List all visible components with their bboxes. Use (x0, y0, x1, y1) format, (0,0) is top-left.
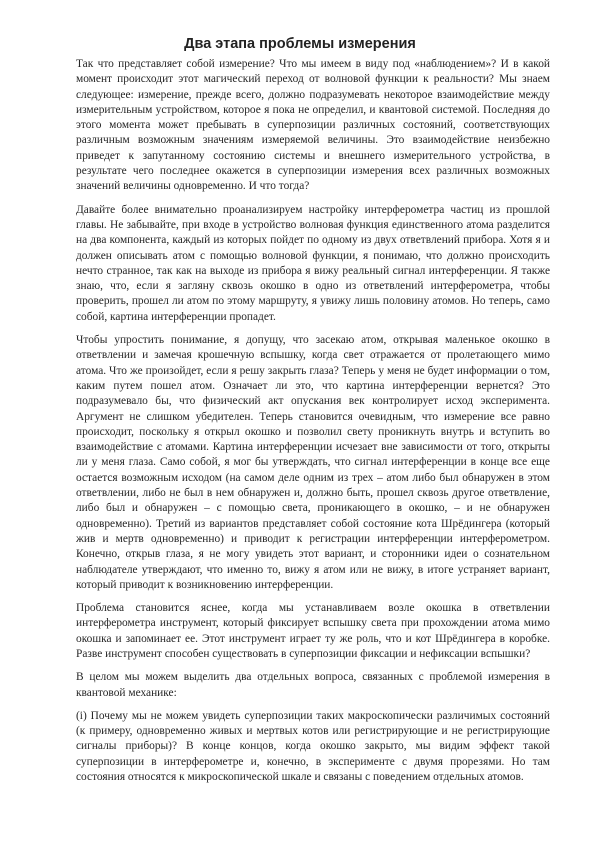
article-body (76, 57, 550, 793)
paragraph-4: Проблема становится яснее, когда мы устанавливаем возле окошка в ответвлении интерферометра инструмент, который фиксирует вспышку света при прохождении атома мимо окошка и запоминает ее. Этот инструмент играет ту же роль, что и кот Шрёдингера в коробке. Разве инструмент способен существовать в суперпозиции фиксации и нефиксации вспышки? (76, 602, 550, 660)
paragraph-6: (i) Почему мы не можем увидеть суперпозиции таких макроскопически различимых состояний (к примеру, одновременно живых и мертвых котов или регистрирующие и не регистрирующие сигналы приборы)? В конце концов, когда окошко закрыто, мы видим эффект такой суперпозиции в интерферометре и, конечно, в эксперименте с двумя прорезями. Но там состояния относятся к микроскопической шкале и связаны с поведением отдельных атомов. (76, 709, 550, 784)
paragraph-1: Так что представляет собой измерение? Что мы имеем в виду под «наблюдением»? И в какой момент происходит этот магический переход от волновой функции к реальности? Мы знаем следующее: измерение, прежде всего, должно подразумевать некоторое взаимодействие между измерительным устройством, которое я пока не определил, и квантовой системой. Последняя до этого момента может пребывать в суперпозиции различных состояний, соответствующих различным возможным значениям измеряемой величины. Это взаимодействие неизбежно приведет к запутанному состоянию системы и внешнего измерительного устройства, в результате чего последнее окажется в суперпозиции измерения всех различных возможных значений величины одновременно. И что тогда? (76, 58, 550, 193)
page-title: Два этапа проблемы измерения (184, 36, 416, 52)
paragraph-5: В целом мы можем выделить два отдельных вопроса, связанных с проблемой измерения в квантовой механике: (76, 671, 550, 699)
paragraph-2: Давайте более внимательно проанализируем настройку интерферометра частиц из прошлой главы. Не забывайте, при входе в устройство волновая функция единственного атома разделится на два компонента, каждый из которых пойдет по одному из двух ответвлений прибора. Хотя я и должен описывать атом с помощью волновой функции, я понимаю, что должно происходить нечто странное, так как на выходе из прибора я вижу реальный сигнал интерференции. Я также знаю, что, если я загляну сквозь окошко в одно из ответвлений интерферометра, чтобы проверить, прошел ли атом по этому маршруту, я увижу лишь половину атомов. Но теперь, само собой, картина интерференции пропадет. (76, 203, 550, 323)
paragraph-3: Чтобы упростить понимание, я допущу, что засекаю атом, открывая маленькое окошко в ответвлении и замечая крошечную вспышку, когда свет отражается от пролетающего мимо атома. Что же произойдет, если я решу закрыть глаза? Теперь у меня не будет информации о том, каким путем пошел атом. Означает ли это, что картина интерференции вернется? Это подразумевало бы, что физический акт опускания век контролирует исход эксперимента. Аргумент не слишком убедителен. Теперь становится очевидным, что измерение все равно происходит, поскольку я открыл окошко и позволил свету проникнуть внутрь и вступить во взаимодействие с атомами. Картина интерференции исчезает вне зависимости от того, открыты ли у меня глаза. Само собой, я мог бы утверждать, что сигнал интерференции в конце все еще остается возможным исходом (на самом деле одним из трех – атом либо был обнаружен в этом ответвлении, либо не был в нем обнаружен и, должно быть, прошел сквозь другое ответвление, либо был и обнаружен – с помощью света, проникающего в окошко, – и не обнаружен одновременно). Третий из вариантов представляет собой состояние кота Шрёдингера (который жив и мертв одновременно) и приводит к регистрации интерференции интерферометром. Конечно, открыв глаза, я не могу увидеть этот вариант, и сторонники идеи о сознательном наблюдателе утверждают, что именно то, вижу я атом или не вижу, в итоге устраняет вариант, который приводит к возникновению интерференции. (76, 334, 550, 591)
